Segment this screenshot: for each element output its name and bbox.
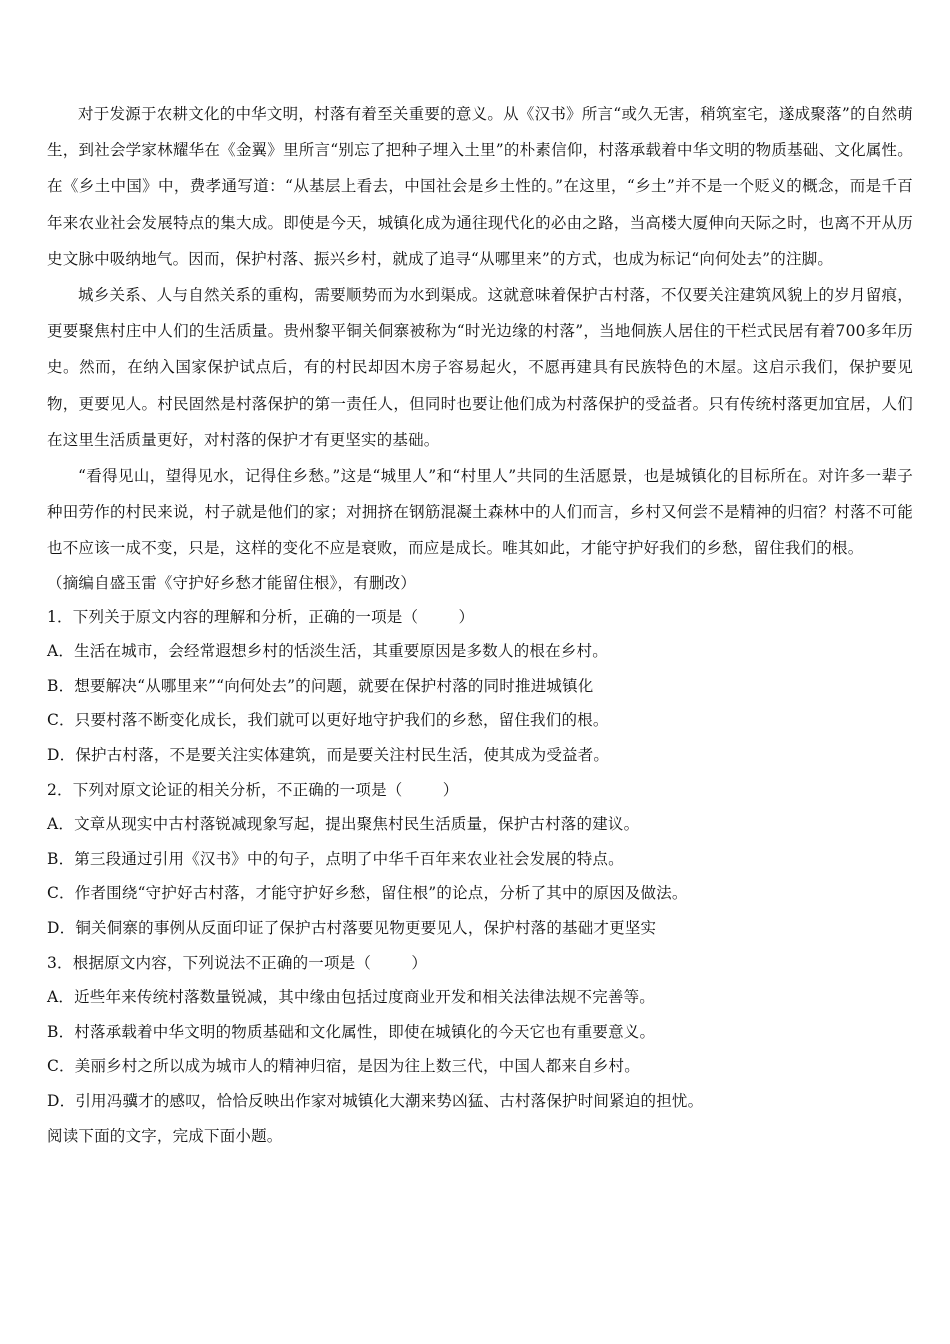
- option-d: D．保护古村落，不是要关注实体建筑，而是要关注村民生活，使其成为受益者。: [47, 746, 610, 765]
- passage: [47, 96, 913, 600]
- option-c: C．只要村落不断变化成长，我们就可以更好地守护我们的乡愁，留住我们的根。: [47, 711, 609, 730]
- option-a: A．文章从现实中古村落锐减现象写起，提出聚焦村民生活质量，保护古村落的建议。: [47, 815, 640, 834]
- next-section-instruction: 阅读下面的文字，完成下面小题。: [47, 1126, 283, 1145]
- option-c: C．作者围绕“守护好古村落，才能守护好乡愁，留住根”的论点，分析了其中的原因及做法。: [47, 884, 688, 903]
- question-2: [47, 773, 913, 946]
- passage-source: （摘编自盛玉雷《守护好乡愁才能留住根》，有删改）: [47, 573, 417, 592]
- option-a: A．生活在城市，会经常遐想乡村的恬淡生活，其重要原因是多数人的根在乡村。: [47, 642, 608, 661]
- option-b: B．想要解决“从哪里来”“向何处去”的问题，就要在保护村落的同时推进城镇化: [47, 676, 594, 695]
- option-d: D．铜关侗寨的事例从反面印证了保护古村落要见物更要见人，保护村落的基础才更坚实: [47, 918, 657, 937]
- option-b: B．第三段通过引用《汉书》中的句子，点明了中华千百年来农业社会发展的特点。: [47, 849, 624, 868]
- option-a: A．近些年来传统村落数量锐减，其中缘由包括过度商业开发和相关法律法规不完善等。: [47, 988, 655, 1007]
- question-stem-close: ）: [458, 607, 475, 626]
- question-stem-text: 2．下列对原文论证的相关分析，不正确的一项是（: [47, 780, 403, 799]
- question-stem: [47, 946, 913, 981]
- passage-paragraph-2: 城乡关系、人与自然关系的重构，需要顺势而为水到渠成。这就意味着保护古村落，不仅要关注建筑风貌上的岁月留痕，更要聚焦村庄中人们的生活质量。贵州黎平铜关侗寨被称为“时光边缘的村落”，当地侗族人居住的干栏式民居有着700多年历史。然而，在纳入国家保护试点后，有的村民却因木房子容易起火，不愿再建具有民族特色的木屋。这启示我们，保护要见物，更要见人。村民固然是村落保护的第一责任人，但同时也要让他们成为村落保护的受益者。只有传统村落更加宜居，人们在这里生活质量更好，对村落的保护才有更坚实的基础。: [47, 286, 913, 449]
- question-stem-text: 1．下列关于原文内容的理解和分析，正确的一项是（: [47, 607, 419, 626]
- question-stem: [47, 773, 913, 808]
- passage-paragraph-3: “看得见山，望得见水，记得住乡愁。”这是“城里人”和“村里人”共同的生活愿景，也是城镇化的目标所在。对许多一辈子种田劳作的村民来说，村子就是他们的家；对拥挤在钢筋混凝土森林中的人们而言，乡村又何尝不是精神的归宿？村落不可能也不应该一成不变，只是，这样的变化不应是衰败，而应是成长。唯其如此，才能守护好我们的乡愁，留住我们的根。: [47, 467, 913, 558]
- passage-paragraph-1: 对于发源于农耕文化的中华文明，村落有着至关重要的意义。从《汉书》所言“或久无害，稍筑室宅，遂成聚落”的自然萌生，到社会学家林耀华在《金翼》里所言“别忘了把种子埋入土里”的朴素信仰，村落承载着中华文明的物质基础、文化属性。在《乡土中国》中，费孝通写道：“从基层上看去，中国社会是乡土性的。”在这里，“乡土”并不是一个贬义的概念，而是千百年来农业社会发展特点的集大成。即使是今天，城镇化成为通往现代化的必由之路，当高楼大厦伸向天际之时，也离不开从历史文脉中吸纳地气。因而，保护村落、振兴乡村，就成了追寻“从哪里来”的方式，也成为标记“向何处去”的注脚。: [47, 105, 913, 268]
- question-stem-text: 3．根据原文内容，下列说法不正确的一项是（: [47, 953, 372, 972]
- question-stem-close: ）: [411, 953, 428, 972]
- option-c: C．美丽乡村之所以成为城市人的精神归宿，是因为往上数三代，中国人都来自乡村。: [47, 1057, 640, 1076]
- option-d: D．引用冯骥才的感叹，恰恰反映出作家对城镇化大潮来势凶猛、古村落保护时间紧迫的担忧。: [47, 1091, 704, 1110]
- question-stem: [47, 600, 913, 635]
- option-b: B．村落承载着中华文明的物质基础和文化属性，即使在城镇化的今天它也有重要意义。: [47, 1022, 656, 1041]
- document-page: [47, 96, 913, 1153]
- question-stem-close: ）: [442, 780, 459, 799]
- question-1: [47, 600, 913, 773]
- question-3: [47, 946, 913, 1119]
